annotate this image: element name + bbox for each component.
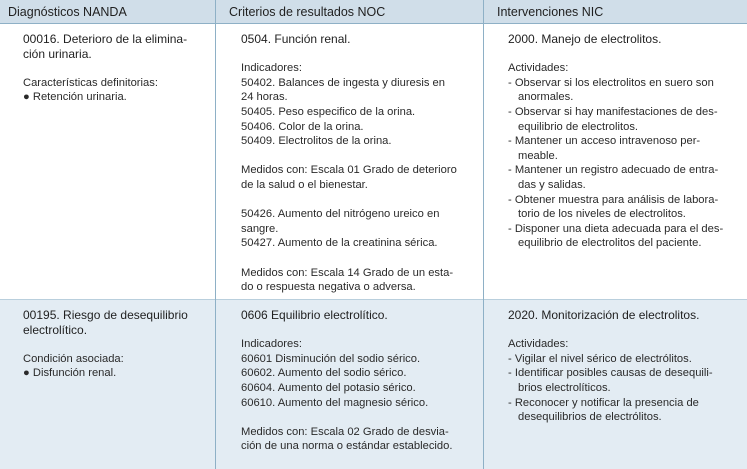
nic-title: 2020. Monitorización de electrolitos. xyxy=(508,308,700,322)
activity: meable. xyxy=(518,149,558,162)
activity: desequilibrios de electrólitos. xyxy=(518,411,662,424)
activity: - Vigilar el nivel sérico de electrólitos. xyxy=(508,352,692,365)
indicator: 50406. Color de la orina. xyxy=(241,120,364,133)
nic-cell xyxy=(484,300,747,425)
column-divider xyxy=(483,0,484,469)
measured-with: Medidos con: Escala 02 Grado de desvia- xyxy=(241,425,449,438)
nic-title: 2000. Manejo de electrolitos. xyxy=(508,32,662,46)
activity: - Observar si hay manifestaciones de des- xyxy=(508,105,718,118)
activity: torio de los niveles de electrolitos. xyxy=(518,208,686,221)
measured-with: ción de una norma o estándar establecido. xyxy=(241,440,453,453)
activity: - Identificar posibles causas de desequili- xyxy=(508,367,713,380)
activity: - Obtener muestra para análisis de labora- xyxy=(508,193,719,206)
indicator: 60604. Aumento del potasio sérico. xyxy=(241,381,416,394)
indicator: 50402. Balances de ingesta y diuresis en xyxy=(241,76,445,89)
header-noc: Criterios de resultados NOC xyxy=(229,5,386,19)
nanda-title: electrolítico. xyxy=(23,322,88,337)
activity: anormales. xyxy=(518,91,574,104)
nanda-title: 00016. Deterioro de la elimina- xyxy=(23,32,188,46)
noc-title: 0606 Equilibrio electrolítico. xyxy=(241,308,388,322)
indicators-label: Indicadores: xyxy=(241,62,302,75)
activity: - Disponer una dieta adecuada para el des- xyxy=(508,222,724,235)
measured-with: de la salud o el bienestar. xyxy=(241,178,368,191)
nic-cell xyxy=(484,24,747,251)
indicator: 50426. Aumento del nitrógeno ureico en xyxy=(241,208,440,221)
indicator: 60610. Aumento del magnesio sérico. xyxy=(241,396,429,409)
bullet-icon: ● xyxy=(23,91,30,104)
column-divider xyxy=(215,0,216,469)
bullet-icon: ● xyxy=(23,367,30,380)
indicator: 60601 Disminución del sodio sérico. xyxy=(241,352,421,365)
activity: - Mantener un registro adecuado de entra- xyxy=(508,164,719,177)
activity: equilibrio de electrolitos del paciente. xyxy=(518,237,702,250)
table-row xyxy=(0,300,747,469)
nanda-cell xyxy=(0,300,215,381)
activities-label: Actividades: xyxy=(508,62,569,75)
nanda-item: ● Disfunción renal. xyxy=(23,367,117,380)
indicator: 24 horas. xyxy=(241,91,288,104)
activity: equilibrio de electrolitos. xyxy=(518,120,639,133)
table-row xyxy=(0,24,747,300)
activity: das y salidas. xyxy=(518,178,586,191)
noc-title: 0504. Función renal. xyxy=(241,32,351,46)
noc-cell xyxy=(216,300,483,454)
activity: - Mantener un acceso intravenoso per- xyxy=(508,135,701,148)
nanda-label: Condición asociada: xyxy=(23,352,124,365)
indicators-label: Indicadores: xyxy=(241,338,302,351)
nanda-label: Características definitorias: xyxy=(23,76,158,89)
nanda-title: ción urinaria. xyxy=(23,46,92,61)
measured-with: Medidos con: Escala 14 Grado de un esta- xyxy=(241,266,454,279)
measured-with: do o respuesta negativa o adversa. xyxy=(241,281,416,294)
nanda-cell xyxy=(0,24,215,105)
nanda-title: 00195. Riesgo de desequilibrio xyxy=(23,308,188,322)
indicator: 50409. Electrolitos de la orina. xyxy=(241,135,392,148)
indicator: 60602. Aumento del sodio sérico. xyxy=(241,367,407,380)
nanda-item: ● Retención urinaria. xyxy=(23,91,127,104)
indicator: 50427. Aumento de la creatinina sérica. xyxy=(241,237,438,250)
header-nic: Intervenciones NIC xyxy=(497,5,604,19)
measured-with: Medidos con: Escala 01 Grado de deterioro xyxy=(241,164,457,177)
noc-cell xyxy=(216,24,483,295)
activities-label: Actividades: xyxy=(508,338,569,351)
indicator: sangre. xyxy=(241,222,279,235)
activity: - Observar si los electrolitos en suero son xyxy=(508,76,714,89)
indicator: 50405. Peso especifico de la orina. xyxy=(241,105,416,118)
activity: - Reconocer y notificar la presencia de xyxy=(508,396,699,409)
header-nanda: Diagnósticos NANDA xyxy=(8,5,127,19)
activity: brios electrolíticos. xyxy=(518,381,611,394)
table-header xyxy=(0,0,747,24)
